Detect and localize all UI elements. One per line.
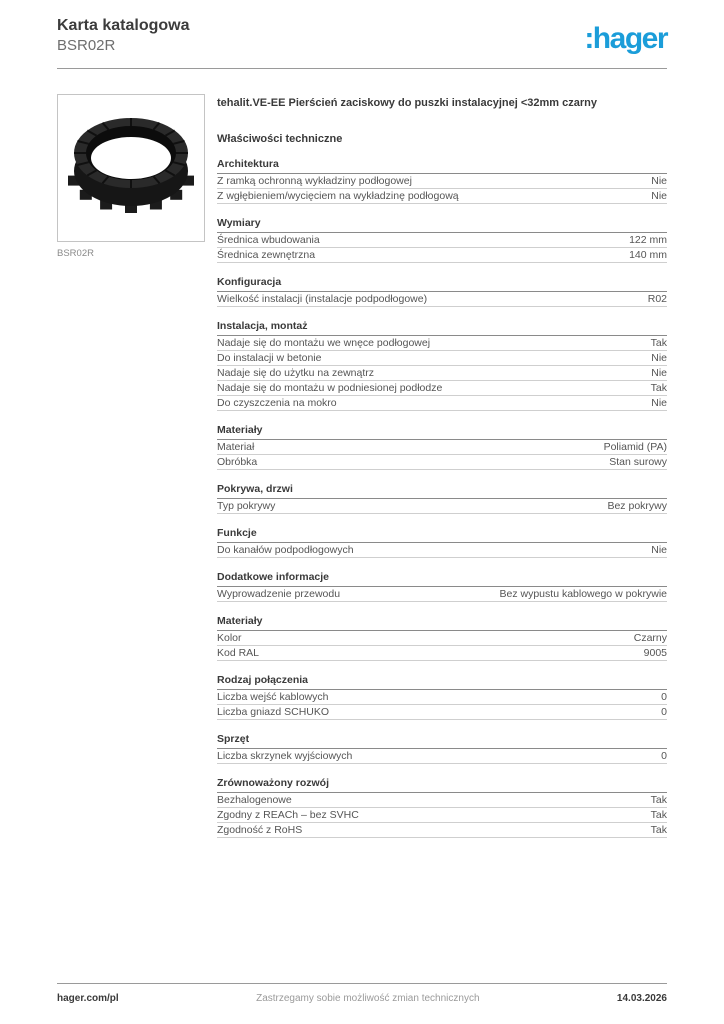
property-value: Bez wypustu kablowego w pokrywie [499,587,667,600]
section-rows [217,690,667,720]
table-row [217,631,667,646]
property-label: Nadaje się do montażu we wnęce podłogowej [217,336,431,349]
property-value: Tak [650,381,667,394]
footer-divider [57,983,667,984]
property-value: 140 mm [629,248,667,261]
property-value: Nie [651,543,667,556]
section-title: Architektura [217,158,667,174]
property-label: Zgodny z REACh – bez SVHC [217,808,359,821]
table-row [217,499,667,514]
property-value: Poliamid (PA) [603,440,667,453]
section-title: Dodatkowe informacje [217,571,667,587]
header-titles [57,16,189,56]
property-label: Średnica zewnętrzna [217,248,316,261]
clamping-ring-image [61,101,201,221]
section-title: Wymiary [217,217,667,233]
hager-logo: :hager [584,22,667,55]
property-label: Kod RAL [217,646,260,659]
footer-website-link[interactable]: hager.com/pl [57,993,119,1004]
property-value: 0 [661,705,667,718]
property-section [217,674,667,720]
table-row [217,543,667,558]
property-section [217,527,667,558]
section-rows [217,749,667,764]
section-title: Pokrywa, drzwi [217,483,667,499]
table-row [217,396,667,411]
table-row [217,705,667,720]
property-value: Stan surowy [609,455,667,468]
property-value: 0 [661,749,667,762]
table-row [217,646,667,661]
section-title: Rodzaj połączenia [217,674,667,690]
section-rows [217,543,667,558]
table-row [217,587,667,602]
property-label: Średnica wbudowania [217,233,320,246]
technical-properties-heading: Właściwości techniczne [217,132,343,145]
property-label: Typ pokrywy [217,499,276,512]
property-section [217,615,667,661]
property-label: Do instalacji w betonie [217,351,322,364]
property-label: Nadaje się do użytku na zewnątrz [217,366,375,379]
section-rows [217,499,667,514]
footer-date: 14.03.2026 [616,993,667,1004]
property-section [217,777,667,838]
section-title: Zrównoważony rozwój [217,777,667,793]
product-image-column [57,94,205,838]
section-title: Konfiguracja [217,276,667,292]
property-label: Obróbka [217,455,258,468]
table-row [217,793,667,808]
table-row [217,351,667,366]
product-title: tehalit.VE-EE Pierścień zaciskowy do puszki instalacyjnej <32mm czarny [217,96,597,109]
section-title: Materiały [217,424,667,440]
properties-sections [217,158,667,838]
property-value: Tak [650,808,667,821]
property-label: Materiał [217,440,255,453]
property-value: Nie [651,189,667,202]
property-label: Nadaje się do montażu w podniesionej podłodze [217,381,443,394]
section-rows [217,793,667,838]
property-value: 122 mm [629,233,667,246]
property-value: Nie [651,351,667,364]
section-rows [217,631,667,661]
property-label: Bezhalogenowe [217,793,292,806]
table-row [217,381,667,396]
property-label: Z ramką ochronną wykładziny podłogowej [217,174,412,187]
property-label: Do czyszczenia na mokro [217,396,337,409]
table-row [217,233,667,248]
property-section [217,733,667,764]
section-title: Sprzęt [217,733,667,749]
property-value: R02 [647,292,667,305]
property-label: Liczba wejść kablowych [217,690,329,703]
property-value: Tak [650,336,667,349]
table-row [217,189,667,204]
table-row [217,823,667,838]
product-image-frame [57,94,205,242]
table-row [217,292,667,307]
property-section [217,571,667,602]
property-label: Kolor [217,631,242,644]
property-section [217,158,667,204]
properties-column [217,94,667,838]
property-label: Do kanałów podpodłogowych [217,543,354,556]
property-value: 9005 [643,646,667,659]
property-section [217,276,667,307]
property-value: Tak [650,793,667,806]
property-label: Wielkość instalacji (instalacje podpodłogowe) [217,292,428,305]
table-row [217,174,667,189]
section-rows [217,587,667,602]
section-rows [217,440,667,470]
table-row [217,749,667,764]
section-title: Instalacja, montaż [217,320,667,336]
header-divider [57,68,667,69]
property-section [217,424,667,470]
page-header [57,16,667,56]
property-label: Zgodność z RoHS [217,823,303,836]
property-value: Bez pokrywy [607,499,667,512]
property-label: Wyprowadzenie przewodu [217,587,341,600]
property-section [217,320,667,411]
product-code: BSR02R [57,37,116,54]
property-label: Liczba gniazd SCHUKO [217,705,330,718]
table-row [217,455,667,470]
table-row [217,366,667,381]
footer-disclaimer: Zastrzegamy sobie możliwość zmian technicznych [256,993,480,1004]
property-value: Tak [650,823,667,836]
property-value: 0 [661,690,667,703]
section-rows [217,233,667,263]
product-image-caption: BSR02R [57,247,94,259]
property-value: Czarny [633,631,667,644]
footer-row [57,993,667,1004]
section-title: Materiały [217,615,667,631]
property-value: Nie [651,366,667,379]
property-value: Nie [651,396,667,409]
content [57,94,667,838]
table-row [217,440,667,455]
property-section [217,483,667,514]
property-label: Z wgłębieniem/wycięciem na wykładzinę podłogową [217,189,459,202]
section-rows [217,174,667,204]
table-row [217,248,667,263]
document-type: Karta katalogowa [57,17,190,34]
section-title: Funkcje [217,527,667,543]
section-rows [217,292,667,307]
property-label: Liczba skrzynek wyjściowych [217,749,353,762]
table-row [217,808,667,823]
table-row [217,690,667,705]
property-section [217,217,667,263]
page-footer [57,983,667,1004]
table-row [217,336,667,351]
property-value: Nie [651,174,667,187]
section-rows [217,336,667,411]
